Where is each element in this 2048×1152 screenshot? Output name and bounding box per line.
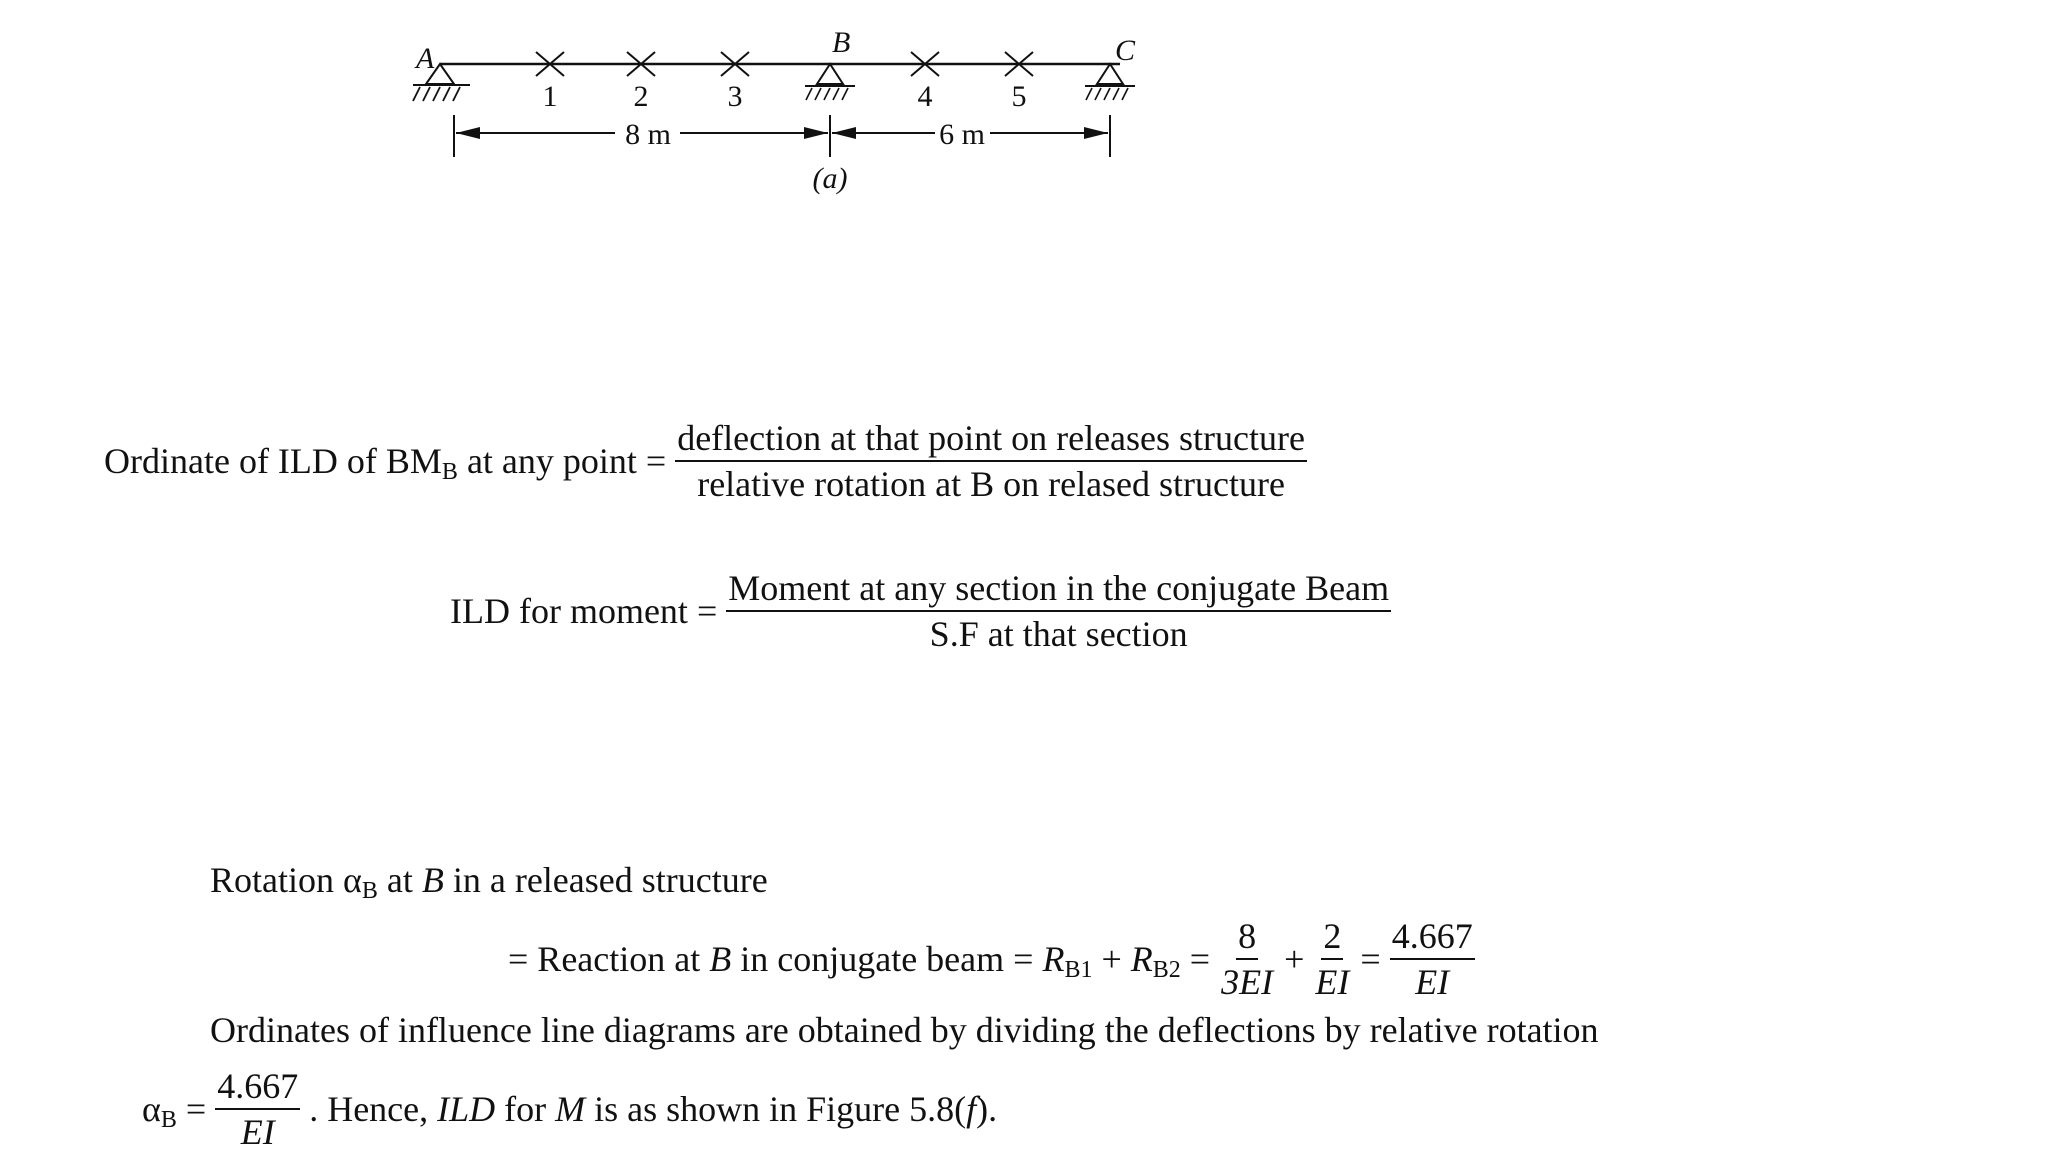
- alpha-b-equation: [142, 1068, 997, 1150]
- section-label-1: 1: [542, 80, 558, 113]
- ild-moment-lhs: ILD for moment =: [450, 591, 718, 631]
- ild-moment-fraction: [726, 570, 1391, 652]
- rotation-intro: Rotation $\alpha_B$ at B in a released structure: [210, 860, 768, 904]
- rotation-equation: = Reaction at B in conjugate beam = $R_{B1} + R_{B2}$ = $\frac{8}{3EI}$ + $\frac{2}{EI}$ = $\frac{4.667}{EI}$: [508, 916, 1473, 1002]
- alpha-b-symbol: $\alpha_B$ =: [142, 1089, 207, 1133]
- ild-bmb-denominator: relative rotation at B on relased structure: [697, 464, 1285, 504]
- support-b: [805, 64, 855, 100]
- fraction-8-3ei: $\frac{8}{3EI}$: [1221, 916, 1274, 1002]
- span-bc-label: 6 m: [939, 118, 985, 151]
- ild-bmb-fraction: [675, 420, 1307, 502]
- rotation-equation-lhs: = Reaction at B in conjugate beam = $R_{B1} + R_{B2}$ =: [508, 939, 1211, 983]
- section-label-2: 2: [633, 80, 649, 113]
- fraction-4667-ei: $\frac{4.667}{EI}$: [1391, 916, 1473, 1002]
- section-label-3: 3: [727, 80, 743, 113]
- section-label-4: 4: [917, 80, 933, 113]
- fraction-2-ei: $\frac{2}{EI}$: [1315, 916, 1350, 1002]
- section-label-5: 5: [1011, 80, 1027, 113]
- ild-moment-numerator: Moment at any section in the conjugate Beam: [726, 570, 1391, 612]
- ild-moment-equation: [450, 570, 1391, 652]
- node-label-a: A: [416, 42, 435, 75]
- figure-caption: (a): [812, 162, 848, 195]
- span-ab-label: 8 m: [625, 118, 671, 151]
- ordinates-text: Ordinates of influence line diagrams are obtained by dividing the deflections by relative rotation: [210, 1010, 1599, 1050]
- beam-figure: [0, 0, 1150, 200]
- node-label-b: B: [832, 26, 851, 59]
- ild-figure-reference: . Hence, ILD for M is as shown in Figure 5.8(f).: [309, 1089, 998, 1129]
- ild-bmb-equation: [104, 420, 1307, 502]
- support-c: [1085, 64, 1135, 100]
- ild-bmb-numerator: deflection at that point on releases structure: [675, 420, 1307, 462]
- dimension-lines: [454, 115, 1110, 157]
- ild-moment-denominator: S.F at that section: [929, 614, 1188, 654]
- node-label-c: C: [1115, 34, 1136, 67]
- ild-bmb-lhs: Ordinate of ILD of $BM_B$ at any point =: [104, 441, 667, 485]
- alpha-b-fraction: $\frac{4.667}{EI}$: [217, 1066, 299, 1152]
